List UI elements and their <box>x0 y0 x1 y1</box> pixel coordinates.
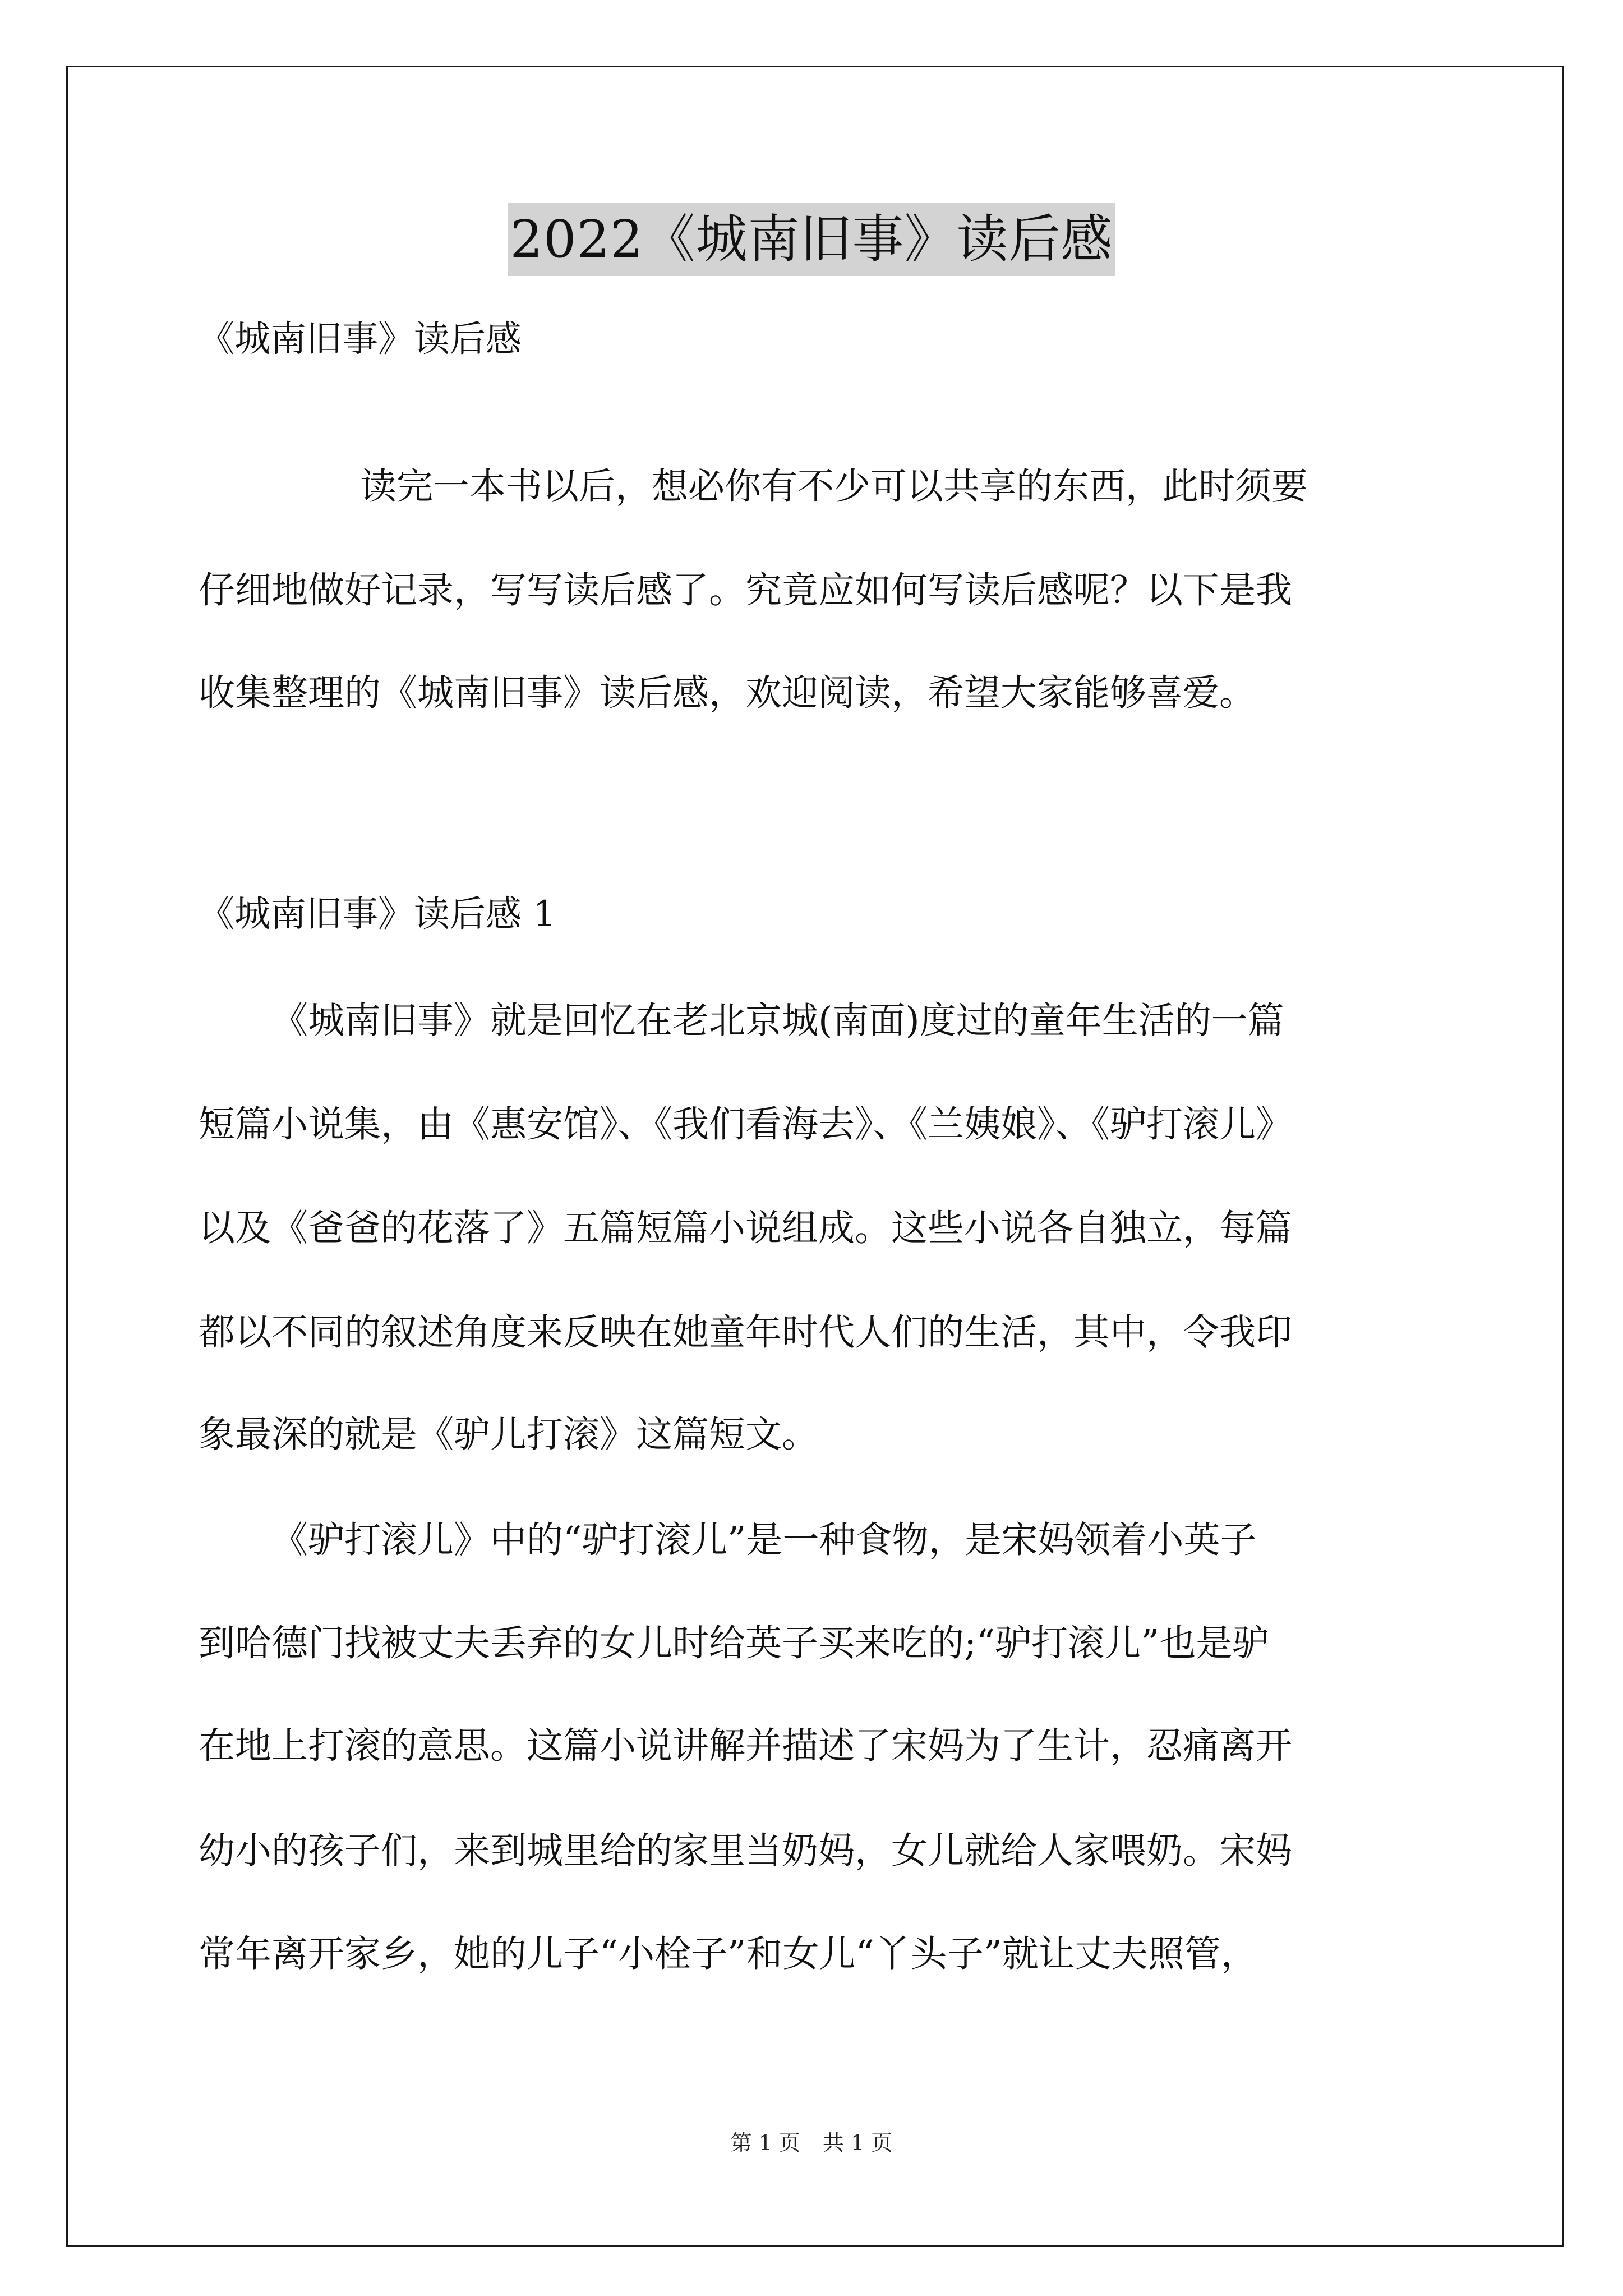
subheading: 《城南旧事》读后感 <box>199 319 522 360</box>
para1-line-2: 短篇小说集，由《惠安馆》、《我们看海去》、《兰姨娘》、《驴打滚儿》 <box>199 1103 1293 1145</box>
page-footer <box>0 2126 1623 2160</box>
document-title: 2022《城南旧事》读后感 <box>508 203 1115 276</box>
intro-line-2: 仔细地做好记录，写写读后感了。究竟应如何写读后感呢？以下是我 <box>199 569 1293 611</box>
title-wrap <box>0 203 1623 276</box>
section-heading: 《城南旧事》读后感 1 <box>199 894 556 935</box>
para2-line-3: 在地上打滚的意思。这篇小说讲解并描述了宋妈为了生计，忍痛离开 <box>199 1725 1293 1767</box>
intro-line-1: 读完一本书以后，想必你有不少可以共享的东西，此时须要 <box>360 466 1308 508</box>
para2-line-5: 常年离开家乡，她的儿子“小栓子”和女儿“丫头子”就让丈夫照管， <box>199 1933 1257 1975</box>
para1-line-5: 象最深的就是《驴儿打滚》这篇短文。 <box>199 1414 819 1456</box>
para1-line-4: 都以不同的叙述角度来反映在她童年时代人们的生活，其中，令我印 <box>199 1312 1293 1354</box>
para2-line-1: 《驴打滚儿》中的“驴打滚儿”是一种食物，是宋妈领着小英子 <box>271 1519 1257 1561</box>
page-number: 第 1 页 <box>730 2131 800 2155</box>
para2-line-2: 到哈德门找被丈夫丢弃的女儿时给英子买来吃的;“驴打滚儿”也是驴 <box>199 1622 1269 1664</box>
page-total: 共 1 页 <box>823 2131 893 2155</box>
page-border <box>66 66 1564 2247</box>
para2-line-4: 幼小的孩子们，来到城里给的家里当奶妈，女儿就给人家喂奶。宋妈 <box>199 1830 1293 1872</box>
para1-line-1: 《城南旧事》就是回忆在老北京城(南面)度过的童年生活的一篇 <box>271 1000 1284 1042</box>
para1-line-3: 以及《爸爸的花落了》五篇短篇小说组成。这些小说各自独立，每篇 <box>199 1207 1293 1249</box>
intro-line-3: 收集整理的《城南旧事》读后感，欢迎阅读，希望大家能够喜爱。 <box>199 672 1256 714</box>
